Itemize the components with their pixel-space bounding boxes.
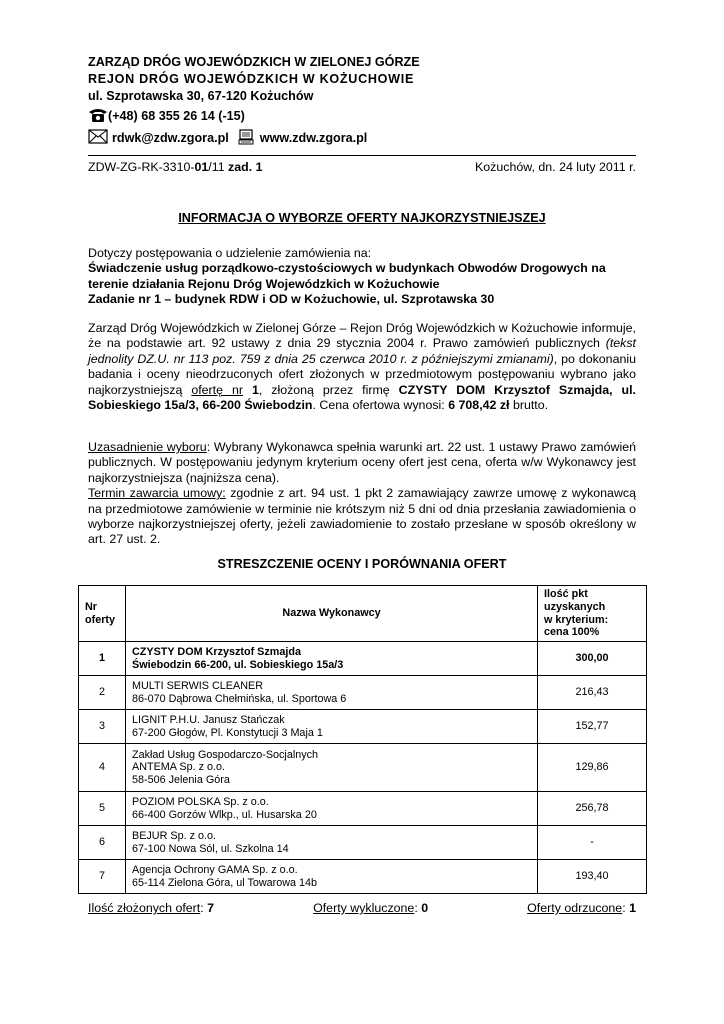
subject-line1: Świadczenie usług porządkowo-czystościowych w budynkach Obwodów Drogowych na bbox=[88, 261, 606, 276]
header-nr-line2: oferty bbox=[85, 613, 115, 626]
offer-number: 1 bbox=[242, 382, 259, 397]
contractor-name-cell bbox=[126, 676, 538, 710]
table-row bbox=[79, 710, 647, 744]
subject-intro: Dotyczy postępowania o udzielenie zamówienia na: bbox=[88, 246, 372, 260]
table-row bbox=[79, 744, 647, 792]
contractor-name-line: MULTI SERWIS CLEANER bbox=[132, 679, 263, 692]
contractor-name-line: 67-200 Głogów, Pl. Konstytucji 3 Maja 1 bbox=[132, 726, 323, 739]
decision-paragraph bbox=[88, 321, 636, 413]
contractor-name-line: BEJUR Sp. z o.o. bbox=[132, 829, 217, 842]
header-divider bbox=[88, 155, 636, 156]
contractor-name-line: Agencja Ochrony GAMA Sp. z o.o. bbox=[132, 863, 298, 876]
letterhead-line1: ZARZĄD DRÓG WOJEWÓDZKICH W ZIELONEJ GÓRZE bbox=[88, 55, 420, 69]
telephone-icon bbox=[88, 107, 108, 126]
table-row bbox=[79, 792, 647, 826]
contractor-name-line: 66-400 Gorzów Wlkp., ul. Husarska 20 bbox=[132, 808, 317, 821]
email-address[interactable]: rdwk@zdw.zgora.pl bbox=[112, 131, 229, 145]
ref-zad: zad. 1 bbox=[228, 160, 263, 174]
points-cell: - bbox=[538, 826, 647, 860]
offer-number-cell: 6 bbox=[79, 826, 126, 860]
points-cell: 256,78 bbox=[538, 792, 647, 826]
subject-block bbox=[88, 246, 636, 308]
subject-line2: terenie działania Rejonu Dróg Wojewódzkich w Kożuchowie bbox=[88, 276, 440, 291]
letterhead-line2: REJON DRÓG WOJEWÓDZKICH W KOŻUCHOWIE bbox=[88, 72, 415, 86]
offers-table bbox=[78, 585, 647, 894]
decision-legal-basis: (tekst jednolity DZ.U. nr 113 poz. 759 z dnia 25 czerwca 2010 r. z późniejszymi zmianami) bbox=[88, 336, 636, 366]
contractor-name-cell bbox=[126, 826, 538, 860]
contractor-name-line: 86-070 Dąbrowa Chełmińska, ul. Sportowa 6 bbox=[132, 692, 347, 705]
decision-text-3: , złożoną przez firmę bbox=[258, 382, 399, 397]
email-web-row bbox=[88, 127, 648, 149]
decision-text-2: , po dokonaniu badania i oceny nieodrzuconych ofert złożonych w przedmiotowym postępowaniu wybrano jako najkorzystniejszą bbox=[88, 351, 637, 397]
table-row bbox=[79, 642, 647, 676]
contractor-name-cell bbox=[126, 744, 538, 792]
contractor-name-line: Świebodzin 66-200, ul. Sobieskiego 15a/3 bbox=[132, 658, 344, 671]
offer-number-cell: 2 bbox=[79, 676, 126, 710]
offer-number-cell: 1 bbox=[79, 642, 126, 676]
header-pts-line2: uzyskanych bbox=[544, 600, 606, 613]
computer-icon bbox=[238, 129, 254, 148]
contractor-name-cell bbox=[126, 710, 538, 744]
contractor-name-line: 65-114 Zielona Góra, ul Towarowa 14b bbox=[132, 876, 318, 889]
offer-price: 6 708,42 zł bbox=[448, 398, 510, 413]
envelope-icon bbox=[88, 129, 108, 147]
submitted-value: 7 bbox=[207, 901, 215, 915]
table-row bbox=[79, 860, 647, 894]
submitted-label: Ilość złożonych ofert bbox=[88, 901, 201, 915]
subject-line3: Zadanie nr 1 – budynek RDW i OD w Kożuchowie, ul. Szprotawska 30 bbox=[88, 292, 495, 307]
term-label: Termin zawarcia umowy: bbox=[88, 486, 226, 501]
table-row bbox=[79, 826, 647, 860]
points-cell: 152,77 bbox=[538, 710, 647, 744]
contractor-name-cell bbox=[126, 860, 538, 894]
contractor-name-cell bbox=[126, 642, 538, 676]
letterhead bbox=[88, 54, 648, 149]
header-pts-line1: Ilość pkt bbox=[544, 588, 588, 601]
contractor-name-cell bbox=[126, 792, 538, 826]
points-cell: 129,86 bbox=[538, 744, 647, 792]
letterhead-address: ul. Szprotawska 30, 67-120 Kożuchów bbox=[88, 89, 314, 103]
totals-line bbox=[88, 901, 636, 915]
contractor-name-line: ANTEMA Sp. z o.o. bbox=[132, 761, 226, 774]
header-contractor-name: Nazwa Wykonawcy bbox=[126, 586, 538, 642]
ref-number: 01 bbox=[194, 160, 209, 174]
excluded-value: 0 bbox=[421, 901, 429, 915]
decision-text-5: brutto. bbox=[509, 398, 549, 413]
place-date: Kożuchów, dn. 24 luty 2011 r. bbox=[475, 160, 636, 174]
submitted-count: Ilość złożonych ofert: 7 bbox=[88, 901, 215, 915]
ref-prefix: ZDW-ZG-RK-3310- bbox=[88, 160, 195, 174]
rejected-label: Oferty odrzucone bbox=[527, 901, 623, 915]
decision-text-4: . Cena ofertowa wynosi: bbox=[312, 398, 449, 413]
contractor-name-line: CZYSTY DOM Krzysztof Szmajda bbox=[132, 645, 301, 658]
phone-number: (+48) 68 355 26 14 (-15) bbox=[108, 109, 245, 123]
header-points bbox=[538, 586, 647, 642]
points-cell: 193,40 bbox=[538, 860, 647, 894]
offer-number-cell: 4 bbox=[79, 744, 126, 792]
contractor-name-line: 58-506 Jelenia Góra bbox=[132, 773, 230, 786]
winner-name: CZYSTY DOM Krzysztof Szmajda, ul. Sobieskiego 15a/3, 66-200 Świebodzin bbox=[88, 382, 636, 413]
term-text: zgodnie z art. 94 ust. 1 pkt 2 zamawiający zawrze umowę z wykonawcą na przedmiotowe zamówienie w terminie nie krótszym niż 5 dni od dnia przesłania zawiadomienia o wyborze najkorzystniejszej oferty, jeżeli zawiadomienie to zostało przesłane w sposób określony w art. 27 ust. 2. bbox=[88, 486, 636, 547]
offers-table-body bbox=[79, 642, 647, 894]
ref-suffix: /11 bbox=[208, 160, 229, 174]
offer-number-cell: 5 bbox=[79, 792, 126, 826]
table-row bbox=[79, 676, 647, 710]
contractor-name-line: Zakład Usług Gospodarczo-Socjalnych bbox=[132, 748, 319, 761]
offer-number-cell: 7 bbox=[79, 860, 126, 894]
phone-row bbox=[88, 105, 648, 127]
reference-line bbox=[88, 160, 636, 174]
document-title: INFORMACJA O WYBORZE OFERTY NAJKORZYSTNIEJSZEJ bbox=[178, 211, 546, 225]
points-cell: 216,43 bbox=[538, 676, 647, 710]
excluded-count: Oferty wykluczone: 0 bbox=[313, 901, 429, 915]
summary-title: STRESZCZENIE OCENY I PORÓWNANIA OFERT bbox=[217, 557, 507, 571]
decision-text-1: Zarząd Dróg Wojewódzkich w Zielonej Górze – Rejon Dróg Wojewódzkich w Kożuchowie informuje, że na podstawie art. 92 ustawy z dnia 29 stycznia 2004 r. Prawo zamówień publicznych bbox=[88, 321, 636, 351]
contractor-name-line: POZIOM POLSKA Sp. z o.o. bbox=[132, 795, 269, 808]
table-header-row bbox=[79, 586, 647, 642]
header-offer-number bbox=[79, 586, 126, 642]
header-nr-line1: Nr bbox=[85, 600, 97, 613]
justification-label: Uzasadnienie wyboru bbox=[88, 440, 207, 454]
rejected-value: 1 bbox=[629, 901, 636, 915]
header-pts-line3: w kryterium: bbox=[544, 613, 609, 626]
contractor-name-line: LIGNIT P.H.U. Janusz Stańczak bbox=[132, 713, 285, 726]
justification-text: : Wybrany Wykonawca spełnia warunki art. 22 ust. 1 ustawy Prawo zamówień publicznych. W postępowaniu jedynym kryterium oceny ofert jest cena, oferta w/w Wykonawcy jest najkorzystniejsza (najniższa cena). bbox=[88, 440, 636, 485]
offer-number-cell: 3 bbox=[79, 710, 126, 744]
contractor-name-line: 67-100 Nowa Sól, ul. Szkolna 14 bbox=[132, 842, 289, 855]
website-address[interactable]: www.zdw.zgora.pl bbox=[259, 131, 368, 145]
rejected-count: Oferty odrzucone: 1 bbox=[527, 901, 636, 915]
excluded-label: Oferty wykluczone bbox=[313, 901, 415, 915]
points-cell: 300,00 bbox=[538, 642, 647, 676]
justification-paragraph bbox=[88, 440, 636, 548]
offer-number-label: ofertę nr bbox=[191, 382, 243, 397]
reference-number bbox=[88, 160, 262, 174]
header-pts-line4: cena 100% bbox=[544, 626, 600, 639]
